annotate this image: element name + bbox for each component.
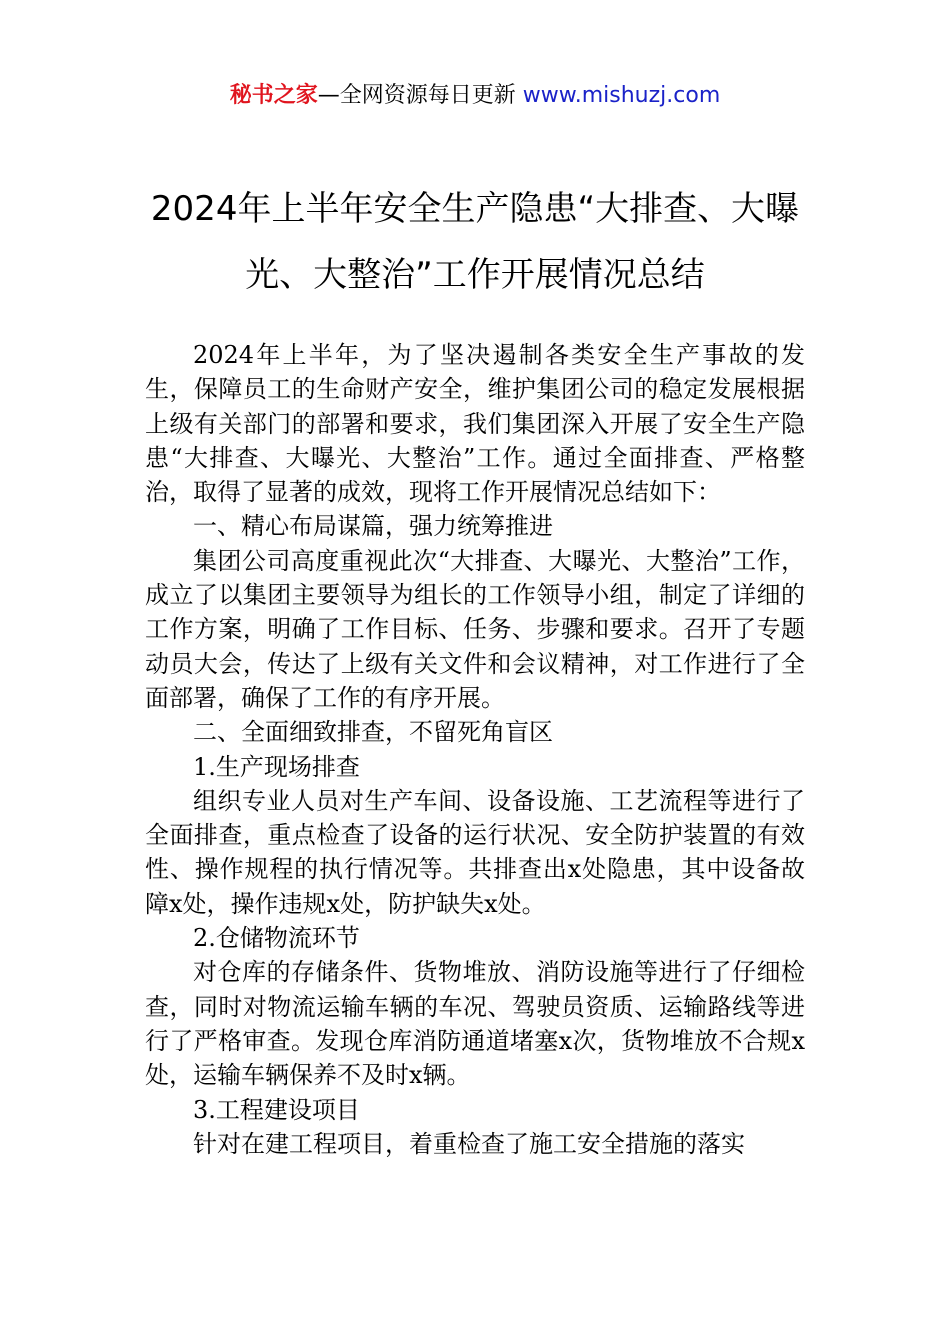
subheading-construction-projects: 3.工程建设项目 xyxy=(193,1095,360,1124)
section-1-paragraph: 集团公司高度重视此次“大排查、大曝光、大整治”工作，成立了以集团主要领导为组长的工作领导小组，制定了详细的工作方案，明确了工作目标、任务、步骤和要求。召开了专题动员大会，传达了上级有关文件和会议精神，对工作进行了全面部署，确保了工作的有序开展。 xyxy=(145,546,805,712)
subheading-warehouse-logistics: 2.仓储物流环节 xyxy=(193,924,360,953)
site-slogan: —全网资源每日更新 xyxy=(317,83,516,108)
site-url[interactable]: www.mishuzj.com xyxy=(522,83,721,108)
site-banner xyxy=(0,80,950,112)
production-site-paragraph: 组织专业人员对生产车间、设备设施、工艺流程等进行了全面排查，重点检查了设备的运行状况、安全防护装置的有效性、操作规程的执行情况等。共排查出x处隐患，其中设备故障x处，操作违规x处，防护缺失x处。 xyxy=(145,786,805,918)
brand-name: 秘书之家 xyxy=(229,83,318,108)
subheading-production-site: 1.生产现场排查 xyxy=(193,752,360,781)
construction-projects-paragraph: 针对在建工程项目，着重检查了施工安全措施的落实 xyxy=(193,1129,745,1158)
document-body xyxy=(145,338,805,1161)
section-heading-2: 二、全面细致排查，不留死角盲区 xyxy=(193,718,553,747)
document-title: 2024年上半年安全生产隐患“大排查、大曝光、大整治”工作开展情况总结 xyxy=(150,189,800,295)
intro-paragraph: 2024年上半年，为了坚决遏制各类安全生产事故的发生，保障员工的生命财产安全，维护集团公司的稳定发展根据上级有关部门的部署和要求，我们集团深入开展了安全生产隐患“大排查、大曝光、大整治”工作。通过全面排查、严格整治，取得了显著的成效，现将工作开展情况总结如下： xyxy=(145,341,805,507)
section-heading-1: 一、精心布局谋篇，强力统筹推进 xyxy=(193,512,553,541)
warehouse-logistics-paragraph: 对仓库的存储条件、货物堆放、消防设施等进行了仔细检查，同时对物流运输车辆的车况、驾驶员资质、运输路线等进行了严格审查。发现仓库消防通道堵塞x次，货物堆放不合规x处，运输车辆保养不及时x辆。 xyxy=(145,958,805,1090)
